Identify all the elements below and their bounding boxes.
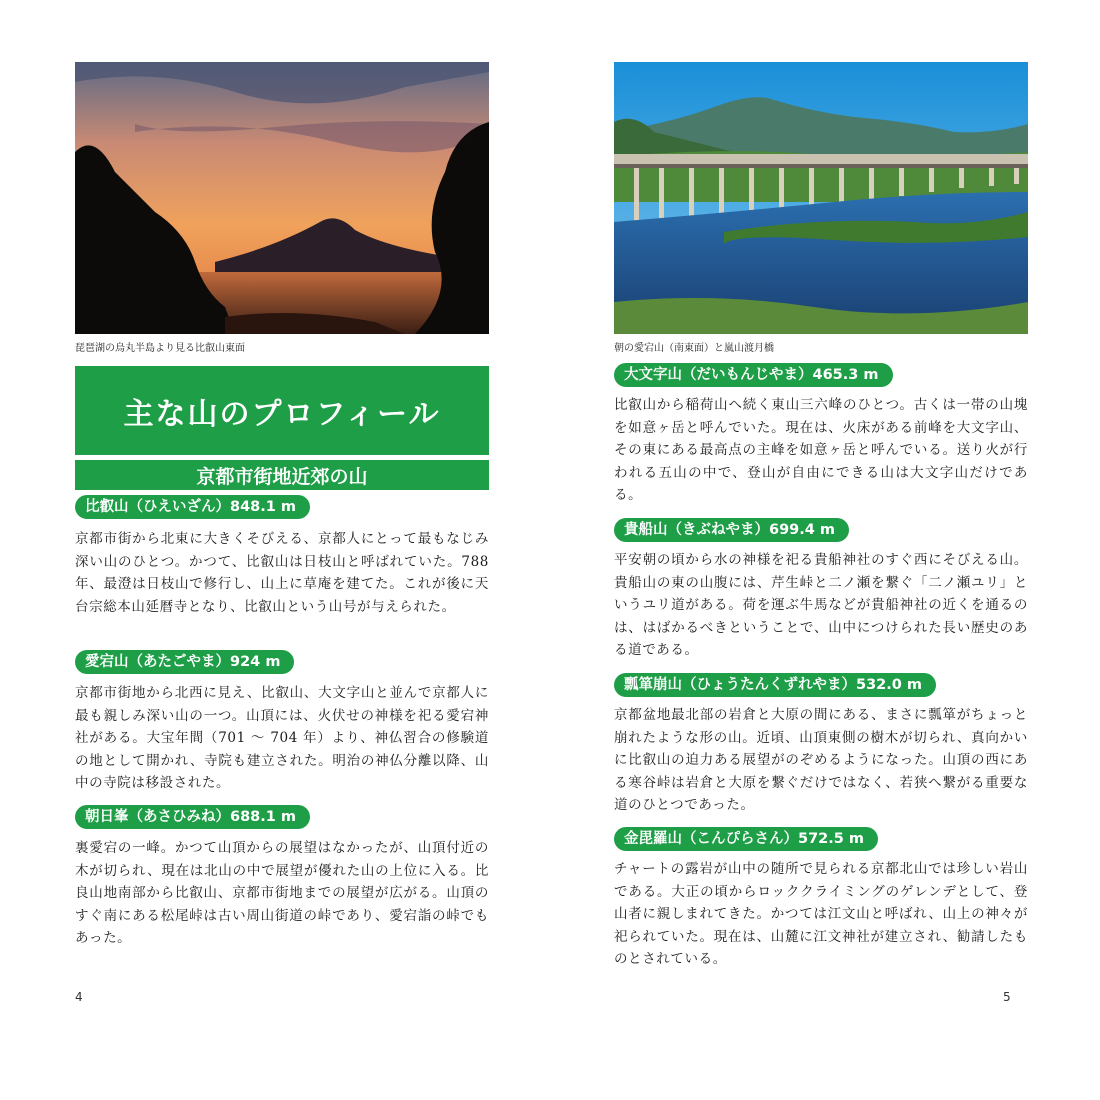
mountain-text-asahi: 裏愛宕の一峰。かつて山頂からの展望はなかったが、山頂付近の木が切られ、現在は北山の中で展望が優れた山の上位に入る。比良山地南部から比叡山、京都市街地までの展望が広がる。山頂のすぐ南にある松尾峠は古い周山街道の峠であり、愛宕詣の峠でもあった。: [75, 840, 489, 947]
mountain-text-kibune: 平安朝の頃から水の神様を祀る貴船神社のすぐ西にそびえる山。貴船山の東の山腹には、芹生峠と二ノ瀬を繋ぐ「二ノ瀬ユリ」というユリ道がある。荷を運ぶ牛馬などが貴船神社の近くを通るのは、はばかるべきということで、山中につけられた長い歴史のある道である。: [614, 552, 1028, 659]
right-photo-caption: 朝の愛宕山（南東面）と嵐山渡月橋: [614, 343, 774, 354]
page-title: 主な山のプロフィール: [75, 366, 489, 455]
page-number-left: 4: [75, 990, 83, 1004]
mountain-heading-hiei: 比叡山（ひえいざん）848.1 m: [75, 495, 310, 519]
left-photo-caption: 琵琶湖の烏丸半島より見る比叡山東面: [75, 343, 245, 354]
mountain-text-konpira: チャートの露岩が山中の随所で見られる京都北山では珍しい岩山である。大正の頃からロッククライミングのゲレンデとして、登山者に親しまれてきた。かつては江文山と呼ばれ、山上の神々が祀られていた。現在は、山麓に江文神社が建立され、勧請したものとされている。: [614, 861, 1028, 968]
section-subtitle: 京都市街地近郊の山: [75, 460, 489, 490]
page-number-right: 5: [1003, 990, 1011, 1004]
mountain-text-hiei: 京都市街から北東に大きくそびえる、京都人にとって最もなじみ深い山のひとつ。かつて、比叡山は日枝山と呼ばれていた。788 年、最澄は日枝山で修行し、山上に草庵を建てた。これが後に天台宗総本山延暦寺となり、比叡山という山号が与えられた。: [75, 531, 489, 615]
mountain-heading-atago: 愛宕山（あたごやま）924 m: [75, 650, 294, 674]
mountain-text-hyotan: 京都盆地最北部の岩倉と大原の間にある、まさに瓢箪がちょっと崩れたような形の山。近頃、山頂東側の樹木が切られ、真向かいに比叡山の迫力ある展望がのぞめるようになった。山頂の西にある寒谷峠は岩倉と大原を繋ぐだけではなく、若狭へ繋がる重要な道のひとつであった。: [614, 707, 1028, 814]
mountain-text-daimonji: 比叡山から稲荷山へ続く東山三六峰のひとつ。古くは一帯の山塊を如意ヶ岳と呼んでいた。現在は、火床がある前峰を大文字山、その東にある最高点の主峰を如意ヶ岳と呼んでいる。送り火が行われる五山の中で、登山が自由にできる山は大文字山だけである。: [614, 397, 1028, 504]
mountain-heading-konpira: 金毘羅山（こんぴらさん）572.5 m: [614, 827, 878, 851]
bridge-mountain-photo: [614, 62, 1028, 334]
mountain-heading-kibune: 貴船山（きぶねやま）699.4 m: [614, 518, 849, 542]
mountain-heading-daimonji: 大文字山（だいもんじやま）465.3 m: [614, 363, 893, 387]
mountain-text-atago: 京都市街地から北西に見え、比叡山、大文字山と並んで京都人に最も親しみ深い山の一つ。山頂には、火伏せの神様を祀る愛宕神社がある。大宝年間（701 ～ 704 年）より、神仏習合の修験道の地として開かれ、寺院も建立された。明治の神仏分離以降、山中の寺院は移設された。: [75, 685, 489, 792]
mountain-heading-hyotan: 瓢箪崩山（ひょうたんくずれやま）532.0 m: [614, 673, 936, 697]
sunset-lake-photo: [75, 62, 489, 334]
mountain-heading-asahi: 朝日峯（あさひみね）688.1 m: [75, 805, 310, 829]
